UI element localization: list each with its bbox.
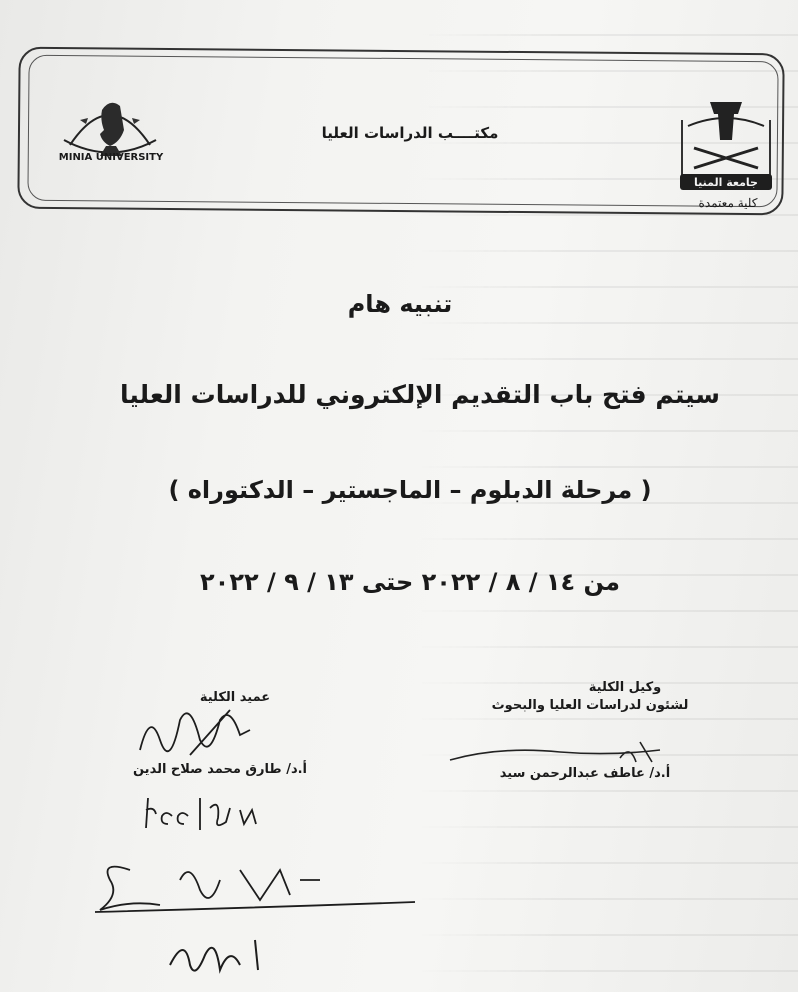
dean-name: أ.د/ طارق محمد صلاح الدين [132,762,308,777]
handwritten-date-icon [140,788,280,838]
vice-dean-title: وكيل الكلية [588,680,662,695]
office-title: مكتــــب الدراسات العليا [321,124,499,142]
handwritten-annotation-icon [90,850,420,920]
vice-dean-name: أ.د/ عاطف عبدالرحمن سيد [499,766,671,781]
accreditation-text: كلية معتمدة [698,196,758,210]
dean-signature-icon [130,700,280,770]
notice-main-line: سيتم فتح باب التقديم الإلكتروني للدراسات العليا [120,380,720,409]
minia-university-logo-text: MINIA UNIVERSITY [58,152,164,163]
notice-stages-line: ( مرحلة الدبلوم – الماجستير – الدكتوراه ) [168,476,652,504]
vice-dean-title-line2: لشئون لدراسات العليا والبحوث [491,698,689,713]
faculty-emblem-icon [674,100,778,196]
dean-title: عميد الكلية [199,690,271,705]
faculty-badge-text: جامعة المنيا [694,176,758,189]
notice-heading: تنبيه هام [347,290,453,318]
handwritten-initials-icon [160,925,280,985]
notice-dates-line: من ١٤ / ٨ / ٢٠٢٢ حتى ١٣ / ٩ / ٢٠٢٢ [200,568,620,596]
